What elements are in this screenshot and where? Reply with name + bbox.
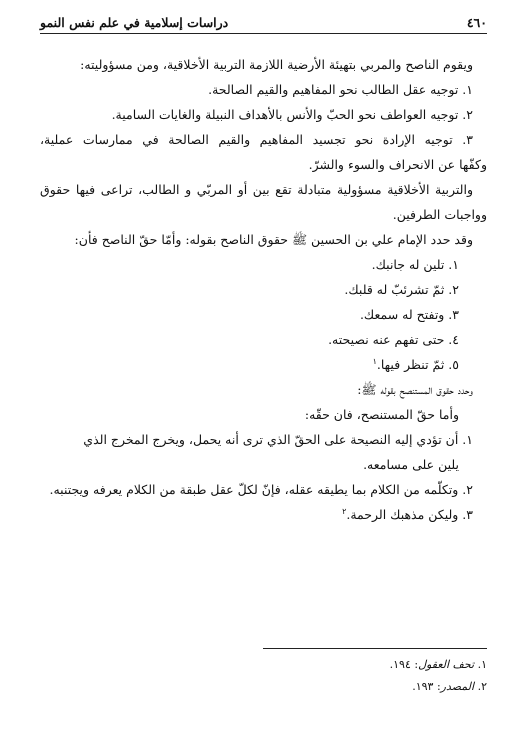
footnote-marker: ١: [372, 356, 377, 366]
list-item: ٢. وتكلّمه من الكلام بما يطيقه عقله، فإنّ لكلّ عقل طبقة من الكلام يعرفه ويجتنبه.: [49, 482, 473, 497]
footnote-number: ٢.: [477, 680, 487, 693]
paragraph-line: ويقوم الناصح والمربي بتهيئة الأرضية اللازمة التربية الأخلاقية، ومن مسؤوليته:: [80, 57, 473, 72]
list-item: ٤. حتى تفهم عنه نصيحته.: [328, 332, 459, 347]
list-item-text: ٥. ثمّ تنظر فيها.: [376, 357, 459, 372]
list-item: ٢. ثمّ تشرئبّ له قلبك.: [344, 282, 459, 297]
header-divider: [40, 33, 487, 34]
list-item-continuation: يلين على مسامعه.: [363, 457, 459, 472]
list-item: ١. توجيه عقل الطالب نحو المفاهيم والقيم الصالحة.: [208, 82, 473, 97]
footnotes: [40, 654, 487, 698]
list-item: ٣. توجيه الإرادة نحو تجسيد المفاهيم والقيم الصالحة في ممارسات عملية،: [40, 132, 473, 147]
list-item: ٢. توجيه العواطف نحو الحبّ والأنس بالأهداف النبيلة والغايات السامية.: [111, 107, 473, 122]
list-item: [40, 352, 487, 377]
list-item-text: ٣. وليكن مذهبك الرحمة.: [346, 507, 473, 522]
paragraph-line: وقد حدد الإمام علي بن الحسين ﷺ حقوق الناصح بقوله: وأمّا حقّ الناصح فأن:: [74, 232, 473, 247]
list-item: ١. تلين له جانبك.: [371, 257, 459, 272]
running-title: دراسات إسلامية في علم نفس النمو: [40, 14, 229, 30]
footnote-number: ١.: [477, 658, 487, 671]
footnote: [40, 676, 487, 698]
list-item-continuation: وكفّها عن الانحراف والسوء والشرّ.: [308, 157, 487, 172]
page-header: [40, 12, 487, 32]
paragraph-line: والتربية الأخلاقية مسؤولية متبادلة تقع بين أو المربّي و الطالب، تراعى فيها حقوق: [40, 182, 473, 197]
body-text: [40, 52, 487, 527]
footnote-page: : ١٩٣.: [412, 680, 441, 693]
list-item: ٣. وتفتح له سمعك.: [359, 307, 459, 322]
paragraph-line: وحدد حقوق المستنصح بقوله ﷺ:: [357, 382, 473, 397]
paragraph-line: وأما حقّ المستنصح، فان حقّه:: [304, 407, 459, 422]
paragraph-line: وواجبات الطرفين.: [392, 207, 487, 222]
footnote-divider: [263, 648, 487, 649]
footnote-source: تحف العقول: [418, 658, 475, 671]
footnote-page: : ١٩٤.: [389, 658, 419, 671]
page-number: ٤٦٠: [466, 14, 487, 30]
footnote: [40, 654, 487, 676]
list-item: [40, 502, 487, 527]
footnote-marker: ٢: [342, 506, 347, 516]
footnote-source: المصدر: [440, 680, 475, 693]
list-item: ١. أن تؤدي إليه النصيحة على الحقّ الذي ترى أنه يحمل، ويخرج المخرج الذي: [83, 432, 473, 447]
